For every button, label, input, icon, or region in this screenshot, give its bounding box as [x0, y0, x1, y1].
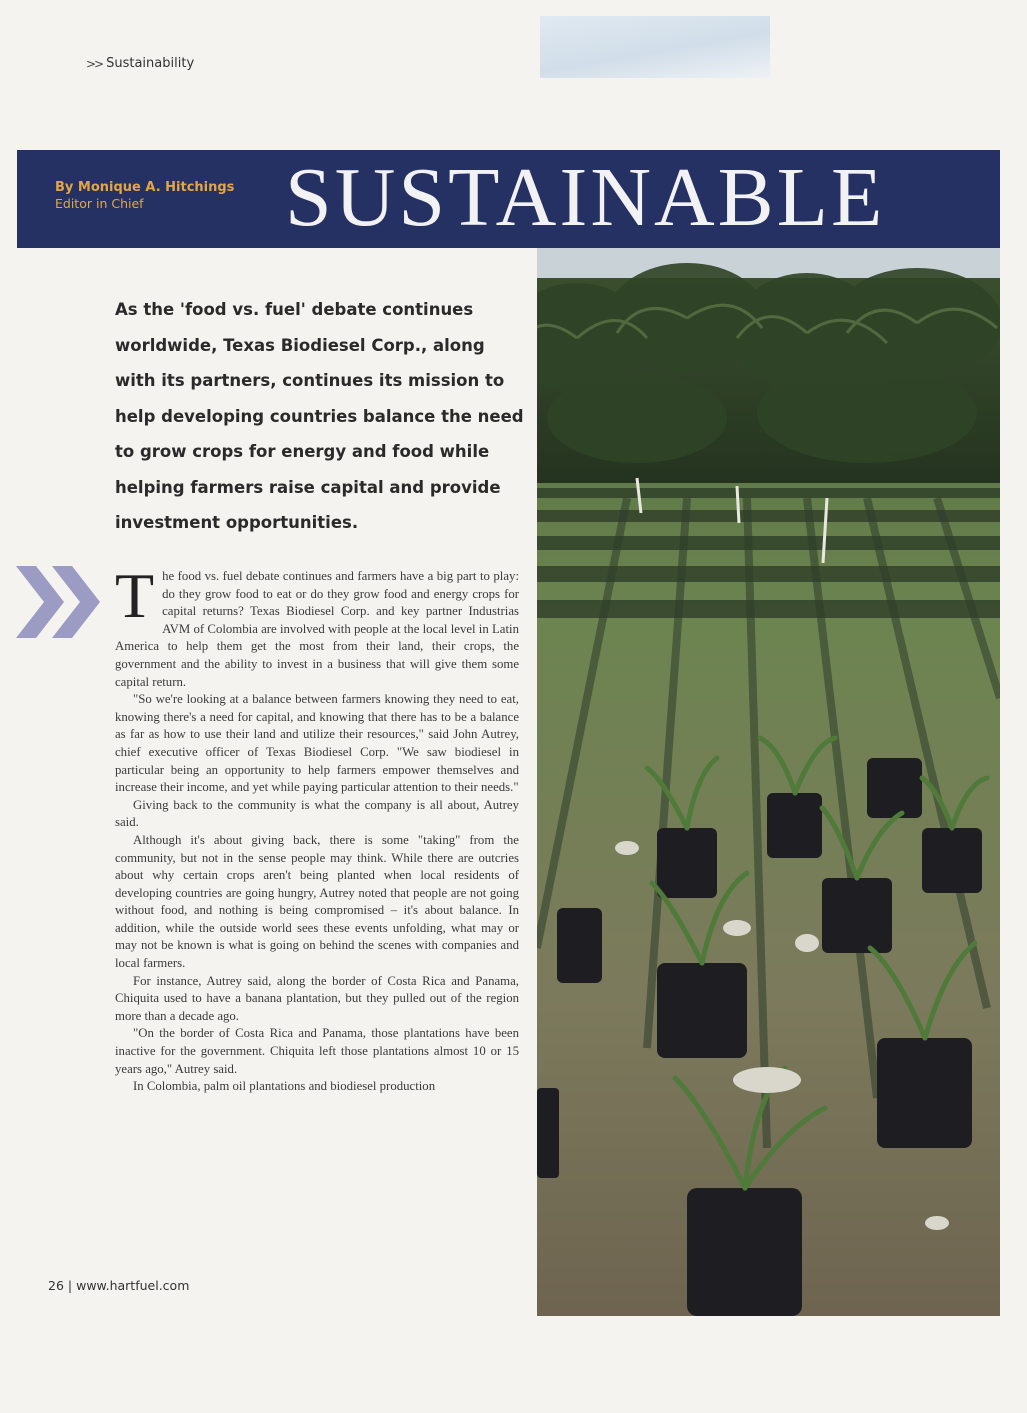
article-paragraph: In Colombia, palm oil plantations and biodiesel production	[133, 1079, 436, 1094]
page-footer	[48, 1278, 189, 1293]
section-label	[86, 56, 194, 71]
palm-nursery-photo	[537, 248, 1000, 1316]
article-paragraph	[115, 560, 519, 691]
author-role: Editor in Chief	[55, 196, 144, 211]
article-body	[115, 560, 519, 1096]
article-paragraph: "So we're looking at a balance between farmers knowing they need to eat, knowing there's a need for capital, and knowing that there has to be a balance as far as how to use their land and utilize their resources," said John Autrey, chief executive officer of Texas Biodiesel Corp. "We saw biodiesel in particular being an opportunity to help farmers empower themselves and increase their income, and yet while paying particular attention to their needs."	[115, 692, 519, 795]
large-double-chevron-icon	[14, 562, 106, 642]
drop-cap: T	[115, 560, 155, 631]
article-paragraph: "On the border of Costa Rica and Panama, those plantations have been inactive for the government. Chiquita left those plantations almost 10 or 15 years ago," Autrey said.	[115, 1026, 519, 1076]
section-name: Sustainability	[106, 56, 195, 71]
article-paragraph: For instance, Autrey said, along the border of Costa Rica and Panama, Chiquita used to have a banana plantation, but they pulled out of the region more than a decade ago.	[115, 973, 519, 1023]
headline: SUSTAINABLE	[285, 151, 886, 244]
sky-photo-fragment	[540, 16, 770, 78]
byline	[55, 180, 234, 212]
paragraph-text: he food vs. fuel debate continues and farmers have a big part to play: do they grow food to eat or do they grow food and energy crops for capital returns? Texas Biodiesel Corp. and key partner Industrias AVM of Colombia are involved with people at the local level in Latin America to help them get the most from their land, their crops, the government and the ability to invest in a business that will give them some capital return.	[115, 569, 519, 689]
article-paragraph: Although it's about giving back, there is some "taking" from the community, but not in the sense people may think. While there are outcries about why certain crops aren't being planted when local residents of developing countries are going hungry, Autrey noted that people are not going without food, and nothing is being compromised – it's about balance. In addition, while the outside world sees these events unfolding, what may or may not be known is what is going on behind the scenes with companies and local farmers.	[115, 832, 519, 971]
author-name: By Monique A. Hitchings	[55, 180, 235, 195]
footer-url: www.hartfuel.com	[76, 1278, 190, 1293]
article-paragraph: Giving back to the community is what the company is all about, Autrey said.	[115, 797, 519, 830]
article-deck: As the 'food vs. fuel' debate continues worldwide, Texas Biodiesel Corp., along with its partners, continues its mission to help developing countries balance the need to grow crops for energy and food while helping farmers raise capital and provide investment opportunities.	[115, 300, 524, 532]
footer-separator: |	[67, 1278, 73, 1293]
page-number: 26	[48, 1278, 64, 1293]
double-chevron-icon: >>	[86, 56, 103, 71]
